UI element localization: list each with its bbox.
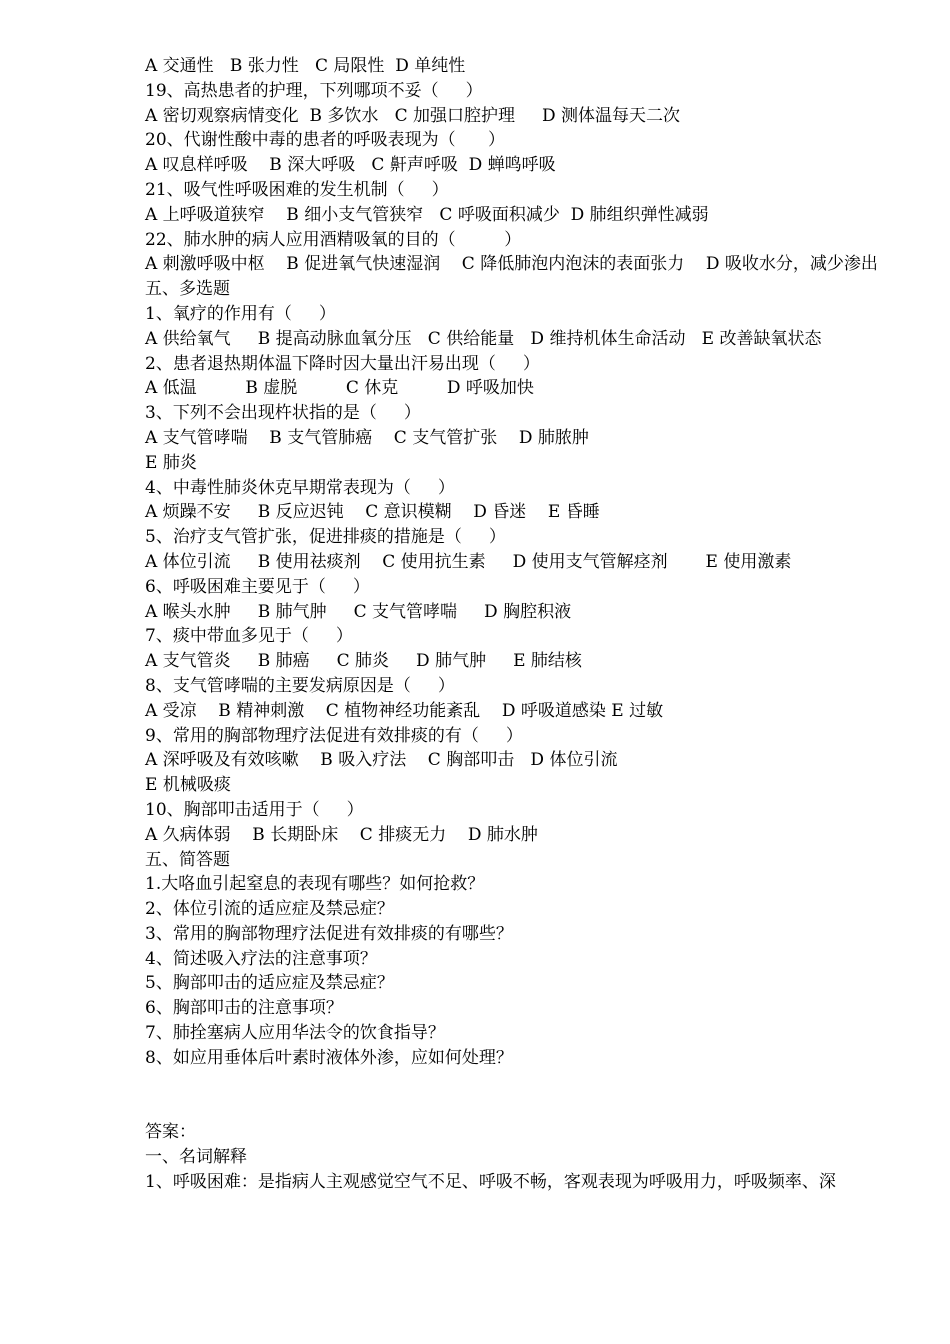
- text-line: A 供给氧气 B 提高动脉血氧分压 C 供给能量 D 维持机体生命活动 E 改善缺氧状态: [145, 328, 822, 349]
- question-line: 1、氧疗的作用有（ ）: [145, 303, 336, 324]
- text-line: A 久病体弱 B 长期卧床 C 排痰无力 D 肺水肿: [145, 824, 538, 845]
- question-line: 9、常用的胸部物理疗法促进有效排痰的有（ ）: [145, 725, 523, 746]
- question-line: 1.大咯血引起窒息的表现有哪些？如何抢救？: [145, 874, 485, 895]
- question-line: 7、痰中带血多见于（ ）: [145, 626, 353, 647]
- text-line: A 上呼吸道狭窄 B 细小支气管狭窄 C 呼吸面积减少 D 肺组织弹性减弱: [145, 204, 709, 225]
- section-heading: 五、简答题: [145, 849, 230, 870]
- question-21: 21、吸气性呼吸困难的发生机制（ ）: [145, 179, 449, 200]
- question-line: 5、治疗支气管扩张，促进排痰的措施是（ ）: [145, 527, 506, 548]
- text-line: A 烦躁不安 B 反应迟钝 C 意识模糊 D 昏迷 E 昏睡: [145, 502, 600, 523]
- question-line: 2、患者退热期体温下降时因大量出汗易出现（ ）: [145, 353, 540, 374]
- blank-space: [145, 1071, 885, 1121]
- text-line: A 喉头水肿 B 肺气肿 C 支气管哮喘 D 胸腔积液: [145, 601, 572, 622]
- question-line: 6、胸部叩击的注意事项？: [145, 998, 343, 1019]
- question-line: 5、胸部叩击的适应症及禁忌症？: [145, 973, 394, 994]
- text-line: A 低温 B 虚脱 C 休克 D 呼吸加快: [145, 378, 534, 399]
- question-line: 4、中毒性肺炎休克早期常表现为（ ）: [145, 477, 455, 498]
- question-line: 8、如应用垂体后叶素时液体外渗，应如何处理？: [145, 1047, 513, 1068]
- text-line: A 支气管哮喘 B 支气管肺癌 C 支气管扩张 D 肺脓肿: [145, 427, 589, 448]
- question-line: 10、胸部叩击适用于（ ）: [145, 799, 364, 820]
- question-line: 4、简述吸入疗法的注意事项？: [145, 948, 377, 969]
- question-20: 20、代谢性酸中毒的患者的呼吸表现为（ ）: [145, 130, 506, 151]
- text-line: A 受凉 B 精神刺激 C 植物神经功能紊乱 D 呼吸道感染 E 过敏: [145, 700, 664, 721]
- question-19: 19、高热患者的护理，下列哪项不妥（ ）: [145, 80, 483, 101]
- section-heading: 五、多选题: [145, 279, 230, 300]
- text-line: A 深呼吸及有效咳嗽 B 吸入疗法 C 胸部叩击 D 体位引流: [145, 750, 618, 771]
- text-line: A 体位引流 B 使用祛痰剂 C 使用抗生素 D 使用支气管解痉剂 E 使用激素: [145, 551, 792, 572]
- text-line: E 机械吸痰: [145, 775, 231, 796]
- answer-line: 1、呼吸困难：是指病人主观感觉空气不足、呼吸不畅，客观表现为呼吸用力，呼吸频率、深: [145, 1171, 836, 1192]
- question-line: 2、体位引流的适应症及禁忌症？: [145, 899, 394, 920]
- question-line: 3、常用的胸部物理疗法促进有效排痰的有哪些？: [145, 923, 513, 944]
- document-body: [145, 54, 885, 1195]
- question-line: 3、下列不会出现杵状指的是（ ）: [145, 403, 421, 424]
- text-line: A 交通性 B 张力性 C 局限性 D 单纯性: [145, 56, 466, 76]
- text-line: A 支气管炎 B 肺癌 C 肺炎 D 肺气肿 E 肺结核: [145, 651, 582, 672]
- section-heading: 一、名词解释: [145, 1147, 247, 1168]
- text-line: A 叹息样呼吸 B 深大呼吸 C 鼾声呼吸 D 蝉鸣呼吸: [145, 155, 556, 176]
- question-line: 8、支气管哮喘的主要发病原因是（ ）: [145, 675, 455, 696]
- question-line: 7、肺拴塞病人应用华法令的饮食指导？: [145, 1023, 445, 1044]
- text-line-wrapped: A 刺激呼吸中枢 B 促进氧气快速湿润 C 降低肺泡内泡沫的表面张力 D 吸收水分，减少渗出: [145, 254, 878, 275]
- answers-heading: 答案：: [145, 1122, 196, 1143]
- text-line: E 肺炎: [145, 452, 197, 473]
- question-22: 22、肺水肿的病人应用酒精吸氧的目的（ ）: [145, 229, 522, 250]
- text-line: A 密切观察病情变化 B 多饮水 C 加强口腔护理 D 测体温每天二次: [145, 105, 681, 126]
- question-line: 6、呼吸困难主要见于（ ）: [145, 576, 370, 597]
